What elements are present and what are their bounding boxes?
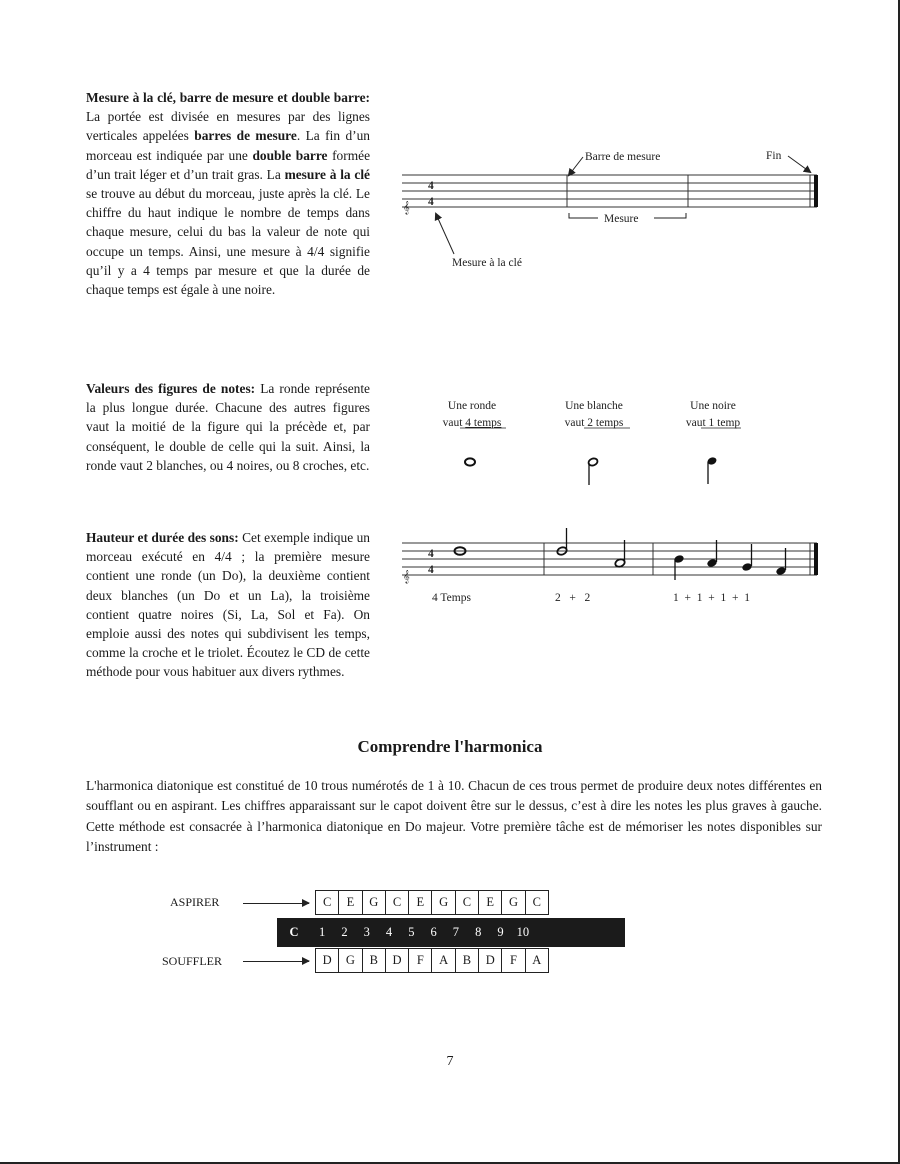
figure-note-values	[443, 400, 741, 485]
souffler-note-cell: F	[408, 948, 432, 973]
treble-clef-icon: 𝄞	[403, 202, 410, 214]
hole-number: 8	[475, 925, 482, 939]
hole-numbers-bar	[277, 918, 625, 947]
note-value-ronde: vaut 4 temps	[442, 417, 502, 429]
count-measure-2: 2 + 2	[555, 592, 591, 604]
aspirer-note-cell: C	[385, 890, 409, 915]
arrow-right-icon	[243, 961, 309, 962]
quarter-note-icon	[775, 548, 786, 576]
bold-term: Hauteur et durée des sons:	[86, 530, 239, 545]
souffler-note-cell: F	[501, 948, 525, 973]
aspirer-note-cell: G	[431, 890, 455, 915]
hole-number: 7	[452, 925, 460, 939]
row-aspirer	[316, 890, 549, 915]
aspirer-note-cell: C	[455, 890, 479, 915]
paragraph-text: Cet exemple indique un morceau exécuté en 4/4 ; la première mesure contient une ronde (un Do), la deuxième contient deux blanches (un Do et un La), la troisième contient quatre noires (Si, La, Sol et Fa). On emploie aussi des notes qui subdivisent les temps, comme la croche et le triolet. Écoutez le CD de cette méthode pour vous habituer aux divers rythmes.	[86, 530, 370, 680]
label-fin: Fin	[766, 150, 782, 162]
figure-staff-notes	[402, 528, 818, 604]
half-note-icon	[614, 540, 625, 568]
aspirer-note-cell: G	[362, 890, 386, 915]
note-label-noire: Une noire	[690, 400, 736, 412]
time-signature-top: 4	[428, 180, 434, 192]
time-signature-bottom: 4	[428, 196, 434, 208]
hole-number: 2	[341, 925, 348, 939]
hole-number: 10	[516, 925, 530, 939]
hole-number: 1	[319, 925, 326, 939]
note-label-blanche: Une blanche	[565, 400, 623, 412]
paragraph-text: La ronde représente la plus longue durée. Chacune des autres figures vaut la moitié de la figure qui la précède et, par conséquent, le double de celle qui la suit. Ainsi, la ronde vaut 2 blanches, ou 4 noires, ou 8 croches, etc.	[86, 381, 370, 473]
page-number: 7	[446, 1054, 454, 1069]
key-label: C	[289, 925, 299, 939]
souffler-note-cell: A	[525, 948, 549, 973]
double-bar-thick	[814, 175, 818, 207]
bold-term: Mesure à la clé, barre de mesure et double barre:	[86, 90, 370, 105]
bold-term: Valeurs des figures de notes:	[86, 381, 256, 396]
half-note-icon	[588, 457, 599, 485]
note-label-ronde: Une ronde	[447, 400, 497, 412]
aspirer-note-cell: E	[478, 890, 502, 915]
label-barre-de-mesure: Barre de mesure	[585, 151, 661, 163]
label-souffler: SOUFFLER	[162, 954, 223, 968]
aspirer-note-cell: E	[408, 890, 432, 915]
souffler-note-cell: D	[315, 948, 339, 973]
time-signature-top: 4	[428, 548, 434, 560]
souffler-note-cell: D	[478, 948, 502, 973]
aspirer-note-cell: E	[338, 890, 362, 915]
figure-staff-bars	[402, 150, 818, 269]
bold-term: barres de mesure	[194, 128, 297, 144]
time-signature-bottom: 4	[428, 564, 434, 576]
hole-number: 3	[363, 925, 370, 939]
hole-number: 4	[385, 925, 393, 939]
aspirer-note-cell: G	[501, 890, 525, 915]
paragraph-text: formée d’un trait léger et d’un trait gras. La	[86, 147, 371, 182]
paragraph-text: . La fin d’un morceau est indiquée par une	[86, 128, 371, 163]
souffler-note-cell: B	[455, 948, 479, 973]
souffler-note-cell: A	[431, 948, 455, 973]
treble-clef-icon: 𝄞	[403, 571, 410, 583]
paragraph-text: se trouve au début du morceau, juste après la clé. Le chiffre du haut indique le nombre de temps dans chaque mesure, celui du bas la valeur de note qui occupe un temps. Ainsi, une mesure à 4/4 signifie qu’il y a 4 temps par mesure et que la durée de chaque temps est égale à une noire.	[86, 186, 370, 298]
count-measure-1: 4 Temps	[432, 592, 471, 604]
hole-number: 6	[430, 925, 437, 939]
note-value-blanche: vaut 2 temps	[564, 417, 624, 429]
section-body: L'harmonica diatonique est constitué de 10 trous numérotés de 1 à 10. Chacun de ces trous permet de produire deux notes différentes en soufflant ou en aspirant. Les chiffres apparaissant sur le capot doivent être sur le dessus, c’est à dire les notes les plus graves à gauche. Cette méthode est consacrée à l’harmonica diatonique en Do majeur. Votre première tâche est de mémoriser les notes disponibles sur l’instrument :	[86, 778, 822, 854]
souffler-note-cell: B	[362, 948, 386, 973]
hole-number: 5	[408, 925, 415, 939]
label-aspirer: ASPIRER	[170, 895, 220, 909]
half-note-icon	[556, 528, 567, 556]
section-heading: Comprendre l'harmonica	[357, 737, 543, 756]
bold-term: mesure à la clé	[284, 166, 370, 182]
row-holes	[311, 925, 534, 940]
paragraph-text: La portée est divisée en mesures par des lignes verticales appelées	[86, 109, 370, 144]
souffler-note-cell: D	[385, 948, 409, 973]
hole-number: 9	[497, 925, 504, 939]
aspirer-note-cell: C	[315, 890, 339, 915]
aspirer-note-cell: C	[525, 890, 549, 915]
whole-note-icon	[465, 458, 475, 465]
bold-term: double barre	[252, 147, 328, 163]
row-souffler	[316, 948, 549, 973]
souffler-note-cell: G	[338, 948, 362, 973]
count-measure-3: 1 + 1 + 1 + 1	[673, 592, 750, 604]
label-mesure-a-la-cle: Mesure à la clé	[452, 257, 522, 269]
quarter-note-icon	[707, 456, 718, 484]
arrow-right-icon	[243, 903, 309, 904]
label-mesure: Mesure	[604, 213, 639, 225]
quarter-note-icon	[741, 544, 752, 572]
note-value-noire: vaut 1 temp	[685, 417, 741, 429]
quarter-note-icon	[706, 540, 717, 568]
